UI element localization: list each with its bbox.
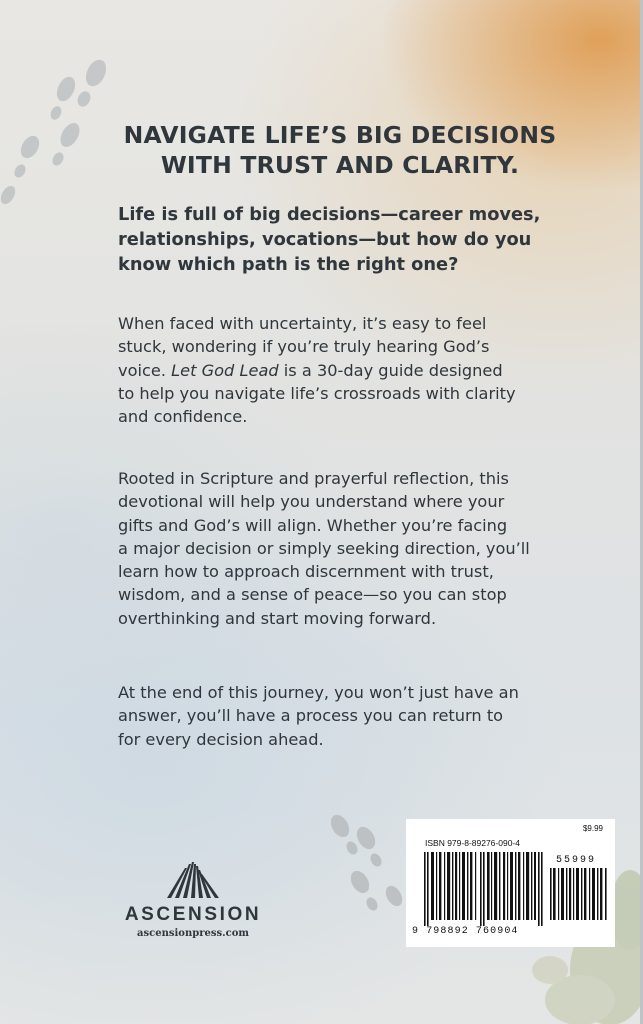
paragraph-line: gifts and God’s will align. Whether you’re facing [118,515,508,535]
description-paragraph-2 [118,467,618,630]
paragraph-line: At the end of this journey, you won’t just have an [118,683,519,702]
paragraph-text: is a 30-day guide designed [278,360,503,380]
paragraph-line: and confidence. [118,407,248,427]
paragraph-line [118,359,618,382]
price-code: 55999 [556,855,597,866]
paragraph-line: wisdom, and a sense of peace—so you can stop [118,585,507,605]
paragraph-line: for every decision ahead. [118,729,324,749]
ean-digits: 9 798892 760904 [412,926,519,937]
book-title: Let God Lead [171,360,279,380]
paragraph-line: learn how to approach discernment with trust, [118,562,494,582]
paragraph-text: voice. [118,360,172,380]
barcode-icon [424,852,546,926]
heading-line: NAVIGATE LIFE’S BIG DECISIONS [123,121,557,149]
publisher-name: ASCENSION [124,904,262,925]
paragraph-line: overthinking and start moving forward. [118,608,437,628]
lead-paragraph [118,202,618,277]
paragraph-line: stuck, wondering if you’re truly hearing God’s [118,337,490,357]
paragraph-line: When faced with uncertainty, it’s easy to feel [118,314,487,333]
description-paragraph-3 [118,681,618,751]
footprints-icon [320,812,410,932]
isbn-label: ISBN 979-8-89276-090-4 [425,838,520,848]
paragraph-line: Rooted in Scripture and prayerful reflection, this [118,469,509,488]
lead-line: relationships, vocations—but how do you [118,229,532,250]
paragraph-line: devotional will help you understand where your [118,492,505,512]
description-paragraph-1 [118,312,618,428]
lead-line: Life is full of big decisions—career moves, [118,204,541,225]
price-label: $9.99 [582,824,603,833]
barcode-icon [550,868,608,920]
publisher-logo [108,862,278,939]
ascension-mountain-logo-icon [163,862,223,900]
heading-line: WITH TRUST AND CLARITY. [160,151,520,179]
publisher-url: ascensionpress.com [137,928,249,939]
paragraph-line: to help you navigate life’s crossroads with clarity [118,383,516,403]
back-cover-heading [60,120,620,180]
paragraph-line: a major decision or simply seeking direction, you’ll [118,538,530,558]
paragraph-line: answer, you’ll have a process you can return to [118,706,504,726]
barcode-label [406,819,615,947]
lead-line: know which path is the right one? [118,254,459,275]
